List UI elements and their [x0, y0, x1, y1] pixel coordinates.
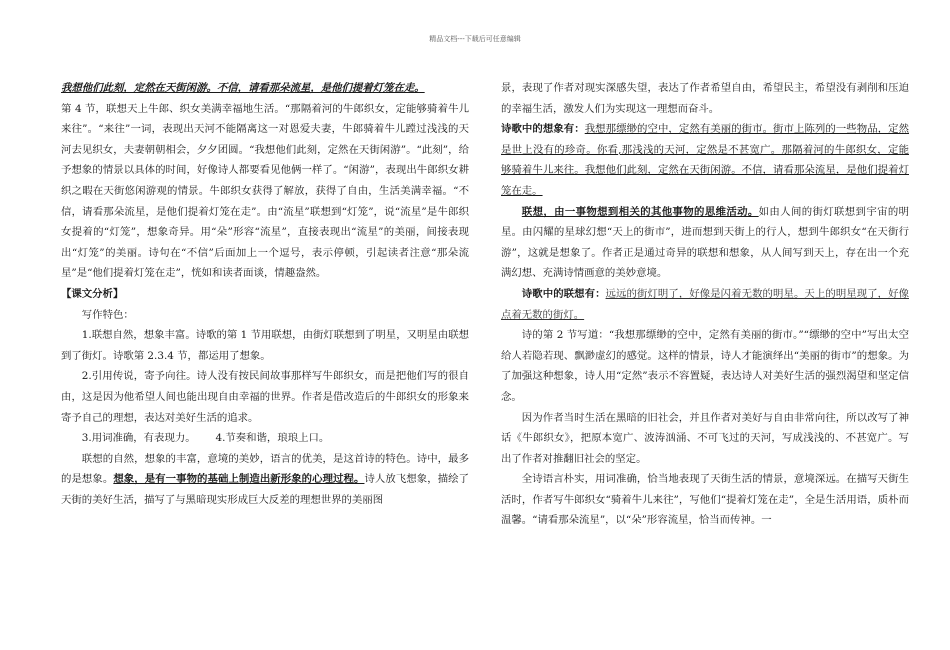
feature-3-4 [61, 428, 469, 449]
feature-4: 4.节奏和谐，琅琅上口。 [215, 432, 330, 445]
imagination-label: 诗歌中的想象有： [501, 123, 585, 136]
imagination-intro: 联想的自然，想象的丰富，意境的美妙，语言的优美，是这首诗的特色。诗中，最多的是想象。 [61, 452, 469, 486]
section-title: 【课文分析】 [61, 287, 124, 300]
features-title: 写作特色： [81, 308, 134, 321]
feature-2: 2.引用传说，寄予向往。诗人没有按民间故事那样写牛郎织女，而是把他们写的很自由，这是因为他希望人间也能出现自由幸福的世界。作者是借改造后的牛郎织女的形象来寄予自己的理想，表达对美好生活的追求。 [61, 370, 469, 424]
continuation-paragraph: 景，表现了作者对现实深感失望，表达了作者希望自由，希望民主，希望没有剥削和压迫的幸福生活，激发人们为实现这一理想而奋斗。 [501, 82, 909, 115]
association-examples-text: 远远的街灯明了，好像是闪着无数的明星。天上的明星现了，好像点着无数的街灯。 [501, 287, 910, 321]
imagination-text: 诗人放飞想象，描绘了天街的美好生活，描写了与黑暗现实形成巨大反差的理想世界的美丽图 [61, 473, 470, 506]
association-examples [501, 284, 909, 325]
association-paragraph [501, 202, 909, 284]
language-paragraph: 全诗语言朴实，用词准确，恰当地表现了天街生活的情景，意境深远。在描写天街生活时，作者写牛郎织女“骑着牛儿来往”，写他们“提着灯笼在走”，全是生活用语，质朴而温馨。“请看那朵流星”，以“朵”形容流星，恰当而传神。一 [501, 473, 909, 527]
page-header: 精品文档---下载后可任意编辑 [429, 35, 521, 43]
right-column [501, 78, 909, 531]
association-definition: 联想，由一事物想到相关的其他事物的思维活动。 [521, 205, 759, 218]
imagination-definition: 想象，是有一事物的基础上制造出新形象的心理过程。 [113, 473, 365, 486]
feature-3: 3.用词准确，有表现力。 [81, 432, 196, 445]
stanza-2-analysis: 诗的第 2 节写道：“我想那缥缈的空中，定然有美丽的街市。”“缥缈的空中”写出太空给人若隐若现、飘渺虚幻的感觉。这样的情景，诗人才能演绎出“美丽的街市”的想象。为了加强这种想象，诗人用“定然”表示不容置疑，表达诗人对美好生活的强烈渴望和坚定信念。 [501, 329, 909, 403]
feature-1: 1.联想自然，想象丰富。诗歌的第 1 节用联想，由街灯联想到了明星，又明星由联想到了街灯。诗歌第 2.3.4 节，都运用了想象。 [61, 329, 469, 362]
imagination-examples [501, 119, 909, 201]
association-text: 如由人间的街灯联想到宇宙的明星。由闪耀的星球幻想“天上的街市”，进而想到天街上的行人，想到牛郎织女“在天街行游”，这就是想象了。作者正是通过奇异的联想和想象，从人间写到天上，存在出一个充满幻想、充满诗情画意的美妙意境。 [501, 205, 910, 280]
stanza-4-analysis: 第 4 节，联想天上牛郎、织女美满幸福地生活。“那隔着河的牛郎织女，定能够骑着牛儿来往”。“来往”一词，表现出天河不能隔离这一对恩爱夫妻，牛郎骑着牛儿蹚过浅浅的天河去见织女，夫妻朝朝相会，夕夕团圆。“我想他们此刻，定然在天街闲游”。“此刻”，给予想象的情景以具体的时间，好像诗人都要看见他俩一样了。“闲游”，表现出牛郎织女耕织之暇在天街悠闲游观的情景。牛郎织女获得了解放，获得了自由，生活美满幸福。“不信，请看那朵流星，是他们提着灯笼在走”。由“流星”联想到“灯笼”，说“流星”是牛郎织女提着的“灯笼”，想象奇异。用“朵”形容“流星”，直接表现出“流星”的美丽，间接表现出“灯笼”的美丽。诗句在“不信”后面加上一个逗号，表示停顿，引起读者注意“那朵流星”是“他们提着灯笼在走”，恍如和读者面谈，情趣盎然。 [61, 102, 469, 280]
association-label: 诗歌中的联想有： [521, 287, 606, 300]
imagination-paragraph [61, 449, 469, 511]
poem-quote: 我想他们此刻，定然在天街闲游。不信，请看那朵流星，是他们提着灯笼在走。 [61, 82, 425, 94]
imagination-examples-text: 我想那缥缈的空中，定然有美丽的街市。街市上陈列的一些物品，定然是世上没有的珍奇。你看,那浅浅的天河，定然是不甚宽广。那隔着河的牛郎织女，定能够骑着牛儿来往。我想他们此刻，定然在天街闲游。不信，请看那朵流星，是他们提着灯笼在走。 [501, 123, 910, 197]
background-paragraph: 因为作者当时生活在黑暗的旧社会，并且作者对美好与自由非常向往，所以改写了神话《牛郎织女》，把原本宽广、波涛汹涌、不可飞过的天河，写成浅浅的、不甚宽广。写出了作者对推翻旧社会的坚定。 [501, 411, 909, 465]
left-column [61, 78, 469, 510]
